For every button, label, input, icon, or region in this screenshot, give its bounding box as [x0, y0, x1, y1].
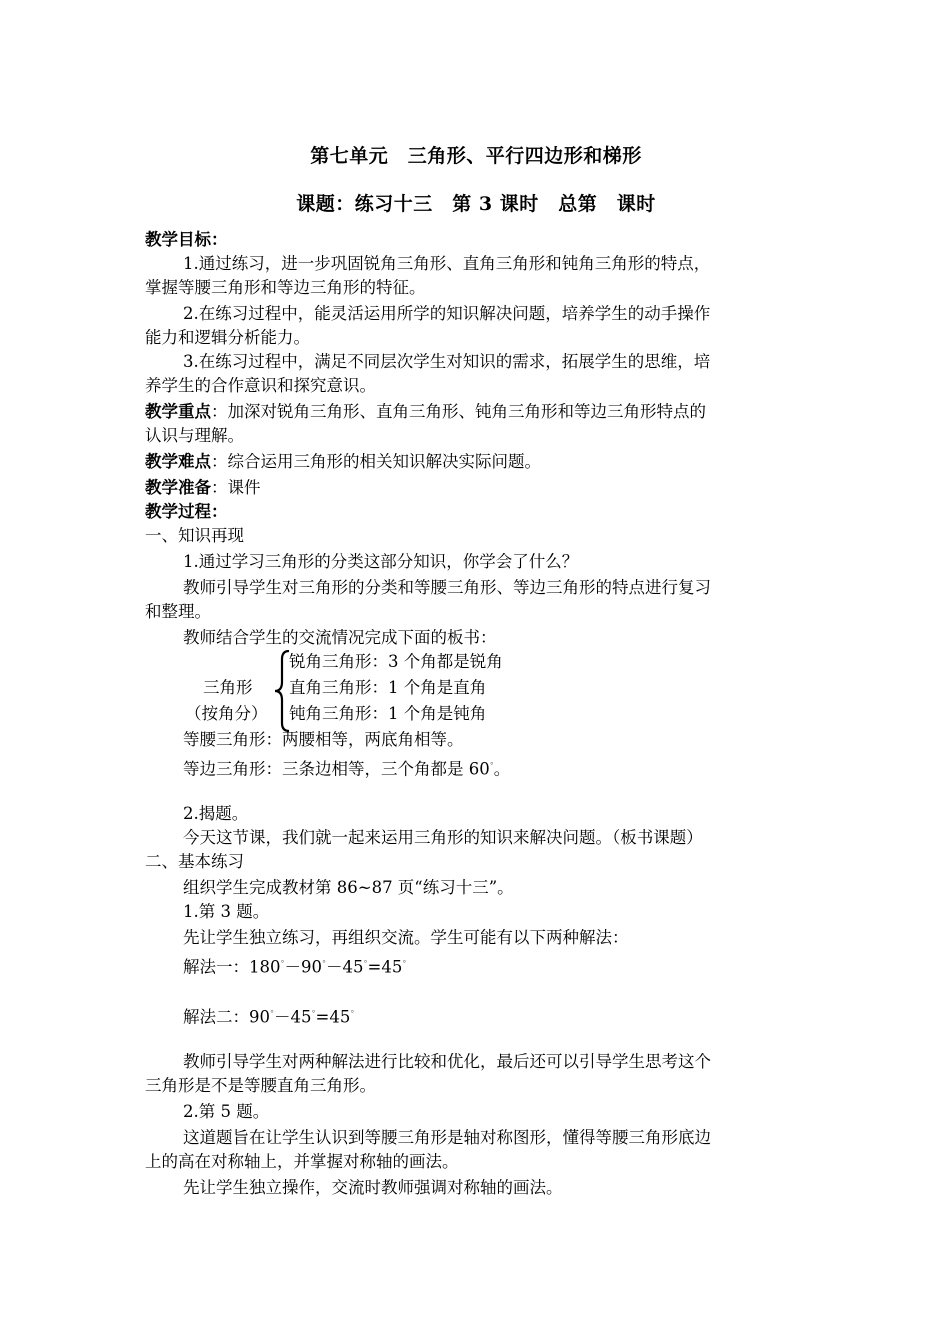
difficulties-label: 教学难点: [145, 452, 211, 471]
board-equilateral-end: 。: [493, 759, 511, 779]
board-isosceles: 等腰三角形：两腰相等，两底角相等。: [183, 730, 464, 749]
board-equilateral: [183, 754, 510, 782]
document-page: [145, 0, 807, 1344]
question-5-text-a: 这道题旨在让学生认识到等腰三角形是轴对称图形，懂得等腰三角形底边: [183, 1128, 711, 1147]
goal-2-line-b: 能力和逻辑分析能力。: [145, 328, 310, 347]
unit-title: 第七单元 三角形、平行四边形和梯形: [310, 145, 642, 167]
question-3-text: 先让学生独立练习，再组织交流。学生可能有以下两种解法：: [183, 928, 629, 947]
board-obtuse: 钝角三角形：1 个角是钝角: [289, 704, 487, 723]
solution-2: [183, 1002, 354, 1030]
lesson-title: 课题：练习十三 第 3 课时 总第 课时: [296, 193, 656, 215]
key-points-line-b: 认识与理解。: [145, 426, 244, 445]
key-points-label: 教学重点: [145, 402, 211, 421]
solution-2-part-1: 解法二：90: [183, 1007, 270, 1027]
goal-1-line-a: 1.通过练习，进一步巩固锐角三角形、直角三角形和钝角三角形的特点，: [183, 254, 711, 273]
solution-1: [183, 952, 406, 980]
solution-2-part-3: =45: [315, 1007, 351, 1027]
degree-mark: °: [311, 1009, 316, 1018]
section-1-heading: 一、知识再现: [145, 526, 244, 545]
degree-mark: °: [489, 761, 494, 770]
key-points-text: ：加深对锐角三角形、直角三角形、钝角三角形和等边三角形特点的: [211, 402, 706, 421]
section-2-heading: 二、基本练习: [145, 852, 244, 871]
goals-heading: 教学目标：: [145, 230, 228, 249]
question-5-text-c: 先让学生独立操作，交流时教师强调对称轴的画法。: [183, 1178, 563, 1197]
section-1-paragraph-1b: 和整理。: [145, 602, 211, 621]
solution-1-part-2: －90: [284, 957, 322, 977]
goal-2-line-a: 2.在练习过程中，能灵活运用所学的知识解决问题，培养学生的动手操作: [183, 304, 711, 323]
section-1-paragraph-1a: 教师引导学生对三角形的分类和等腰三角形、等边三角形的特点进行复习: [183, 578, 711, 597]
degree-mark: °: [350, 1009, 355, 1018]
difficulties-line: [145, 450, 541, 474]
preparation-label: 教学准备: [145, 478, 211, 497]
solution-1-part-3: －45: [326, 957, 364, 977]
section-1-paragraph-2: 教师结合学生的交流情况完成下面的板书：: [183, 628, 497, 647]
section-1-question: 1.通过学习三角形的分类这部分知识，你学会了什么？: [183, 552, 579, 571]
process-heading: 教学过程：: [145, 502, 228, 521]
degree-mark: °: [402, 959, 407, 968]
question-5-heading: 2.第 5 题。: [183, 1102, 270, 1121]
question-3-after-b: 三角形是不是等腰直角三角形。: [145, 1076, 376, 1095]
preparation-text: ：课件: [211, 478, 261, 497]
degree-mark: °: [270, 1009, 274, 1018]
section-2-intro: 组织学生完成教材第 86~87 页“练习十三”。: [183, 878, 514, 897]
goal-3-line-a: 3.在练习过程中，满足不同层次学生对知识的需求，拓展学生的思维，培: [183, 352, 711, 371]
question-3-heading: 1.第 3 题。: [183, 902, 270, 921]
goal-3-line-b: 养学生的合作意识和探究意识。: [145, 376, 376, 395]
question-3-after-a: 教师引导学生对两种解法进行比较和优化，最后还可以引导学生思考这个: [183, 1052, 711, 1071]
board-equilateral-text: 等边三角形：三条边相等，三个角都是 60: [183, 759, 490, 779]
solution-1-part-4: =45: [367, 957, 403, 977]
board-right: 直角三角形：1 个角是直角: [289, 678, 487, 697]
degree-mark: °: [322, 959, 326, 968]
key-points-line-a: [145, 400, 706, 424]
board-acute: 锐角三角形：3 个角都是锐角: [289, 652, 503, 671]
section-1-reveal: 2.揭题。: [183, 804, 249, 823]
degree-mark: °: [280, 959, 285, 968]
degree-mark: °: [363, 959, 368, 968]
section-1-reveal-text: 今天这节课，我们就一起来运用三角形的知识来解决问题。（板书课题）: [183, 828, 703, 847]
solution-2-part-2: －45: [274, 1007, 312, 1027]
board-sub-label: （按角分）: [185, 704, 268, 723]
question-5-text-b: 上的高在对称轴上，并掌握对称轴的画法。: [145, 1152, 459, 1171]
difficulties-text: ：综合运用三角形的相关知识解决实际问题。: [211, 452, 541, 471]
solution-1-part-1: 解法一：180: [183, 957, 281, 977]
goal-1-line-b: 掌握等腰三角形和等边三角形的特征。: [145, 278, 426, 297]
preparation-line: [145, 476, 261, 500]
board-main-label: 三角形: [203, 678, 253, 697]
